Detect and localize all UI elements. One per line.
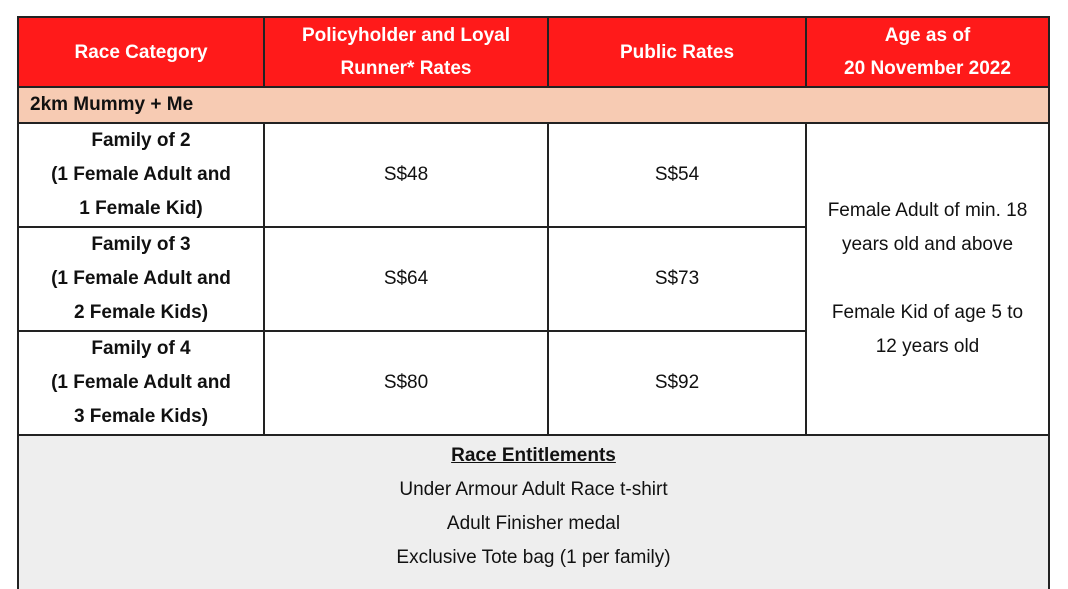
public-rate: S$54 xyxy=(548,123,806,227)
table-row xyxy=(18,123,1049,227)
family-line: 2 Female Kids) xyxy=(73,302,209,323)
entitlements-cell xyxy=(18,435,1049,589)
policyholder-rate: S$48 xyxy=(264,123,548,227)
family-line: 1 Female Kid) xyxy=(79,198,203,219)
age-line: Female Kid of age 5 to xyxy=(831,302,1024,323)
entitlements-title: Race Entitlements xyxy=(451,445,616,466)
family-line: Family of 2 xyxy=(91,130,191,151)
header-policyholder-rates xyxy=(264,17,548,87)
family-description xyxy=(18,227,264,331)
race-pricing-table xyxy=(17,16,1050,589)
family-line: Family of 4 xyxy=(91,338,191,359)
family-description xyxy=(18,123,264,227)
age-line: Female Adult of min. 18 xyxy=(827,200,1028,221)
age-line: 12 years old xyxy=(875,336,980,357)
policyholder-rate: S$64 xyxy=(264,227,548,331)
entitlements-row xyxy=(18,435,1049,589)
age-spacer xyxy=(807,262,1048,296)
family-description xyxy=(18,331,264,435)
family-line: (1 Female Adult and xyxy=(51,268,231,289)
public-rate: S$92 xyxy=(548,331,806,435)
header-row xyxy=(18,17,1049,87)
header-age xyxy=(806,17,1049,87)
age-line: years old and above xyxy=(841,234,1014,255)
header-policyholder-line2: Runner* Rates xyxy=(340,58,472,79)
entitlement-item: Exclusive Tote bag (1 per family) xyxy=(396,547,671,568)
age-requirements xyxy=(806,123,1049,435)
family-line: (1 Female Adult and xyxy=(51,164,231,185)
family-line: (1 Female Adult and xyxy=(51,372,231,393)
family-line: Family of 3 xyxy=(91,234,191,255)
family-line: 3 Female Kids) xyxy=(73,406,209,427)
header-age-line1: Age as of xyxy=(884,25,971,46)
entitlement-item: Under Armour Adult Race t-shirt xyxy=(399,479,668,500)
header-policyholder-line1: Policyholder and Loyal xyxy=(302,25,510,46)
header-race-category: Race Category xyxy=(18,17,264,87)
policyholder-rate: S$80 xyxy=(264,331,548,435)
header-public-rates: Public Rates xyxy=(548,17,806,87)
category-row xyxy=(18,87,1049,123)
header-age-line2: 20 November 2022 xyxy=(844,58,1011,79)
category-label: 2km Mummy + Me xyxy=(18,87,1049,123)
entitlement-item: Adult Finisher medal xyxy=(446,513,621,534)
public-rate: S$73 xyxy=(548,227,806,331)
